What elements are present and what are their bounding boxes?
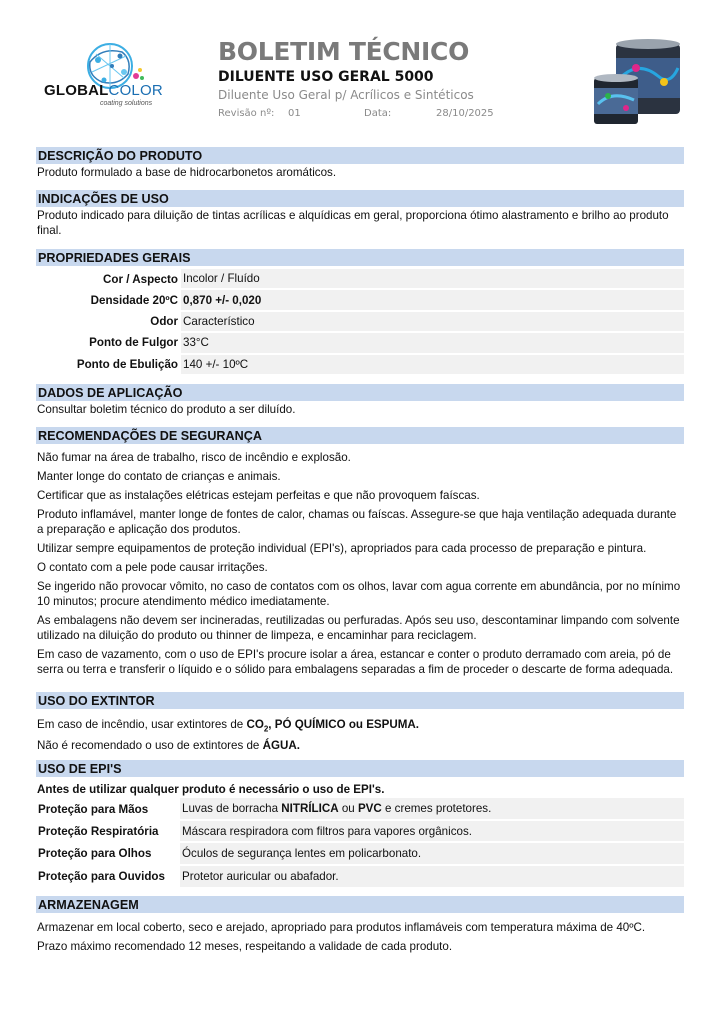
- property-value: 0,870 +/- 0,020: [181, 289, 684, 310]
- paint-cans-image-icon: [588, 38, 688, 128]
- section-title: ARMAZENAGEM: [36, 896, 684, 913]
- co2-text: CO: [246, 717, 264, 731]
- water-text: ÁGUA.: [262, 739, 300, 753]
- safety-item: Produto inflamável, manter longe de fontes de calor, chamas ou faíscas. Assegure-se que haja ventilação adequada durante a preparação e aplicação dos produtos.: [37, 507, 677, 536]
- section-descricao: [36, 147, 684, 181]
- epi-label: Proteção para Mãos: [38, 802, 149, 816]
- date-label: Data:: [364, 108, 392, 119]
- epi-bold-text: PVC: [357, 802, 382, 816]
- section-propriedades: [36, 249, 684, 376]
- section-text: Consultar boletim técnico do produto a ser diluído.: [37, 402, 296, 416]
- section-title: USO DE EPI'S: [36, 760, 684, 777]
- section-armazenagem: [36, 896, 684, 955]
- epi-text: Luvas de borracha: [182, 802, 282, 816]
- safety-item: Utilizar sempre equipamentos de proteção individual (EPI's), apropriados para cada processo de preparação e pintura.: [37, 541, 647, 555]
- table-row: [36, 865, 684, 888]
- properties-table: [36, 269, 684, 376]
- extinguisher-line: [36, 737, 684, 754]
- co2-subscript: 2: [263, 724, 269, 734]
- safety-item: Em caso de vazamento, com o uso de EPI's procure isolar a área, estancar e conter o produto derramado com areia, pó de serra ou terra e transferir o líquido e o sólido para embalagens separadas a fim de proceder o descarte de forma adequada.: [37, 647, 674, 676]
- table-row: [36, 798, 684, 820]
- table-row: [36, 332, 684, 353]
- safety-item: As embalagens não devem ser incineradas, reutilizadas ou perfuradas. Após seu uso, descontaminar limpando com solvente utilizado na diluição do produto ou thinner de limpeza, e encaminhar para reciclagem.: [37, 613, 680, 642]
- section-title: DESCRIÇÃO DO PRODUTO: [36, 147, 684, 164]
- extinguisher-line: [36, 716, 684, 737]
- epi-label: Proteção Respiratória: [38, 824, 159, 838]
- epi-value: Máscara respiradora com filtros para vapores orgânicos.: [180, 820, 684, 843]
- table-row: [36, 269, 684, 289]
- extinguisher-text: Não é recomendado o uso de extintores de: [37, 739, 263, 753]
- safety-item: Certificar que as instalações elétricas estejam perfeitas e que não provoquem faíscas.: [37, 488, 480, 502]
- epi-table: [36, 798, 684, 888]
- logo-text-color: COLOR: [108, 82, 163, 99]
- section-epi: [36, 760, 684, 888]
- table-row: [36, 820, 684, 843]
- storage-line: Prazo máximo recomendado 12 meses, respeitando a validade de cada produto.: [37, 939, 453, 953]
- property-value: 33°C: [181, 332, 684, 353]
- section-title: RECOMENDAÇÕES DE SEGURANÇA: [36, 427, 684, 444]
- safety-item: Manter longe do contato de crianças e animais.: [37, 469, 281, 483]
- safety-item: Se ingerido não provocar vômito, no caso de contatos com os olhos, lavar com agua corrente em abundância, por no mínimo 10 minutos; procure atendimento médico imediatamente.: [37, 579, 681, 608]
- product-name: DILUENTE USO GERAL 5000: [218, 69, 434, 85]
- epi-label: Proteção para Olhos: [38, 847, 152, 861]
- property-label: Ponto de Ebulição: [76, 357, 178, 371]
- section-title: USO DO EXTINTOR: [36, 692, 684, 709]
- epi-value: Protetor auricular ou abafador.: [180, 865, 684, 888]
- section-indicacoes: [36, 190, 684, 239]
- section-title: INDICAÇÕES DE USO: [36, 190, 684, 207]
- epi-label: Proteção para Ouvidos: [38, 869, 165, 883]
- epi-value: [180, 798, 684, 820]
- section-text: Produto formulado a base de hidrocarbonetos aromáticos.: [37, 166, 337, 179]
- property-value: Característico: [181, 311, 684, 332]
- product-subtitle: Diluente Uso Geral p/ Acrílicos e Sintéticos: [218, 88, 474, 102]
- revision-label: Revisão nº:: [218, 108, 275, 119]
- table-row: [36, 354, 684, 375]
- safety-item: Não fumar na área de trabalho, risco de incêndio e explosão.: [37, 450, 351, 464]
- section-seguranca: [36, 427, 684, 678]
- property-label: Ponto de Fulgor: [89, 336, 178, 350]
- logo-wordmark: [44, 82, 163, 99]
- document-title: BOLETIM TÉCNICO: [218, 37, 470, 66]
- epi-value: Óculos de segurança lentes em policarbonato.: [180, 842, 684, 865]
- property-value: Incolor / Fluído: [181, 269, 684, 289]
- section-aplicacao: [36, 384, 684, 418]
- epi-text: e cremes protetores.: [381, 802, 492, 816]
- table-row: [36, 311, 684, 332]
- section-text: Produto indicado para diluição de tintas acrílicas e alquídicas em geral, proporciona ótimo alastramento e brilho ao produto final.: [37, 209, 669, 237]
- table-row: [36, 289, 684, 310]
- epi-text: ou: [338, 802, 358, 816]
- date-value: 28/10/2025: [436, 108, 494, 119]
- extinguisher-types: , PÓ QUÍMICO ou ESPUMA.: [268, 717, 420, 731]
- safety-item: O contato com a pele pode causar irritações.: [37, 560, 268, 574]
- table-row: [36, 842, 684, 865]
- logo-tagline: coating solutions: [100, 100, 153, 107]
- section-title: PROPRIEDADES GERAIS: [36, 249, 684, 266]
- storage-line: Armazenar em local coberto, seco e arejado, apropriado para produtos inflamáveis com temperatura máxima de 40ºC.: [37, 920, 646, 934]
- epi-intro: Antes de utilizar qualquer produto é necessário o uso de EPI's.: [37, 783, 385, 797]
- revision-value: 01: [288, 108, 301, 119]
- property-value: 140 +/- 10ºC: [181, 354, 684, 375]
- document-header: [0, 0, 725, 135]
- logo-text-global: GLOBAL: [44, 82, 109, 99]
- property-label: Odor: [150, 314, 178, 328]
- epi-bold-text: NITRÍLICA: [281, 802, 339, 816]
- extinguisher-text: Em caso de incêndio, usar extintores de: [37, 717, 247, 731]
- section-extintor: [36, 692, 684, 754]
- section-title: DADOS DE APLICAÇÃO: [36, 384, 684, 401]
- revision-row: [218, 108, 498, 122]
- property-label: Densidade 20ºC: [90, 293, 178, 307]
- property-label: Cor / Aspecto: [103, 272, 178, 286]
- document-body: [36, 147, 684, 955]
